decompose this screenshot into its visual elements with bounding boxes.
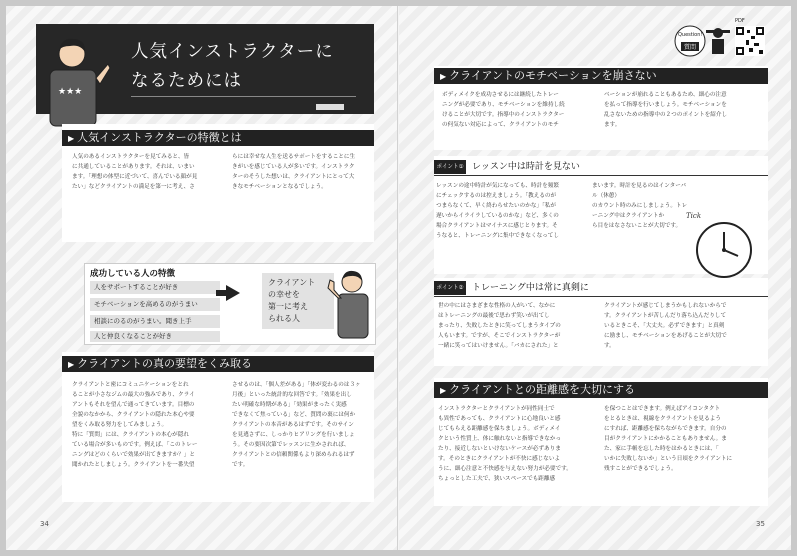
goal-box: クライアント の幸せを 第一に考え られる人 <box>262 273 334 329</box>
section3-col2: ベーションが崩れることもあるため、細心の注意 を払って指導を行いましょう。モチベーションを 乱さないための指導中の２つのポイントを紹介し ます。 <box>604 92 728 128</box>
section3-col1: ボディメイクを成功させるには継続したトレー ニングが必要であり、モチベーションを維持し続 けることが大切です。指導中のインストラクター の何気ない対応によって、クライアントのモチ <box>442 92 565 128</box>
section4-col2: を保つことはできます。例えばアイコンタクト をとるときは、視線をクライアントを見るよう にすれば、距離感を保ちながらできます。自分の 目がクライアントにかかることもありません。ま た、家に手帳を忘した時をはかるときには、「 いかに失敗しないか」という日頃をクライアントに 残すことができるでしょう。 <box>604 406 733 472</box>
triangle-icon: ▶ <box>68 360 75 369</box>
magazine-spread <box>6 6 791 550</box>
svg-text:★★★: ★★★ <box>58 87 83 97</box>
page-title-line2: なるためには <box>131 71 242 91</box>
qr-code-graphic <box>735 26 765 56</box>
point1-col1: レッスンの途中時計が気になっても、時計を頻繁 にチェックするのは控えましょう。「教えるのが つまらなくて、早く終わらせたいのかな」「私が 遅いからイライラしているのかな」など、多くの 場合クライアントはマイナスに感じとります。そ うなると、トレーニングに集中できなくなってし <box>436 183 560 239</box>
point1-rule <box>434 175 768 176</box>
point2-col2: クライアントが感じてしまうかもしれないからで す。クライアントが苦しんだり落ち込んだりして いるときこそ、「大丈夫。必ずできます」と真剣 に励まし、モチベーションをあげることが大切で す。 <box>604 303 727 349</box>
section1-col1: 人気のあるインストラクターを見てみると、皆 に共通していることがあります。それは、いまい ます。「理想の体型に近づいて、喜んでいる顔が見 たい」などクライアントの満足を第一に考え、さ <box>72 154 198 190</box>
question-logo <box>674 24 734 58</box>
page-title <box>131 38 334 96</box>
point1-title: レッスン中は時計を見ない <box>472 162 580 172</box>
point2-badge: ポイント② <box>434 281 466 295</box>
section2-heading: ▶ クライアントの真の要望をくみ取る <box>62 356 374 372</box>
triangle-icon: ▶ <box>440 386 447 395</box>
section1-col2: らには幸せな人生を送るサポートをすることに生 きがいを感じている人が多いです。インストラク ターのそうした想いは、クライアントにとって大 きなモチベーションとなるでしょう。 <box>232 154 356 190</box>
features-title: 成功している人の特徴 <box>90 269 176 279</box>
right-arrow-stem <box>216 290 226 296</box>
section2-col2: させるのは、「個人差がある」「体が変わるのは３ヶ 月後」といった統計的な回答です。「効果を出し たい明確な時期がある」「効果がまったく実感 できなくて焦っている」など、質問の裏には何か クライアントの本音があるはずです。そのサイン を見逃さずに、しっかりヒアリングを行いましょ う。その要因次第でレッスンに生かされれば、 クライアントとの信頼関係もより深められるはず です。 <box>232 382 361 468</box>
clock-icon <box>694 220 754 280</box>
page-number-left: 34 <box>40 520 49 528</box>
point2-title: トレーニング中は常に真剣に <box>472 283 589 293</box>
feature-item: 人と仲良くなることが好き <box>90 331 220 342</box>
chalk-eraser <box>316 104 344 110</box>
logo-text: Question! <box>678 32 703 38</box>
page-title-line1: 人気インストラクターに <box>131 42 334 62</box>
section1-heading: ▶ 人気インストラクターの特徴とは <box>62 130 374 146</box>
section3-heading: ▶ クライアントのモチベーションを崩さない <box>434 68 768 84</box>
chalk-line <box>131 96 356 97</box>
instructor-illustration <box>42 34 112 134</box>
point2-col1: 世の中にはさまざまな性格の人がいて、なかに はトレーニングの最後で思わず笑いが出てし まったり、失敗したときに笑ってしまうタイプの 人もいます。ですが、そこでインストラクターが 一緒に笑ってはいけません。「バカにされた」と <box>438 303 561 349</box>
section4-col1: インストラクターとクライアントが同性同士で も異性であっても、クライアントに心地良いと感 じてもらえる距離感を保ちましょう。ボディメイ クという性質上、体に触れないと指導できなかっ たり、接近しないといけないケースが必ずありま す。そのときにクライアントが不快に感じないよ うに、細心注意と不快感を与えない努力が必要です。 ちょっとした工夫で、狭いスペースでも距離感 <box>438 406 572 482</box>
section4-heading: ▶ クライアントとの距離感を大切にする <box>434 382 768 398</box>
logo-word: 質問 <box>684 44 697 51</box>
right-arrow-icon <box>226 285 240 301</box>
point1-col2: まいます。時計を見るのはインターバル（休憩） のカウント時のみにしましょう。トレーニング中はクライアントか ら目をはなさないことが大切です。 <box>592 183 688 229</box>
feature-item: モチベーションを高めるのがうまい <box>90 298 220 311</box>
section2-col1: クライアントと密にコミュニケーションをとれ ることが小さなジムの最大の強みであり、クライ アントもそれを望んで通ってきています。目標の 全貌のなかから、クライアントの隠れた本心や要 望をくみ取る努力をしてみましょう。 特に「質問」には、クライアントの本心が隠れ ている場合が多いものです。例えば、「このトレー ニングはどのくらいで効果が出てきますか？」と 聞かれたとしましょう。クライアントを一番失望 <box>72 382 198 468</box>
feature-item: 人をサポートすることが好き <box>90 281 220 294</box>
flexing-instructor-illustration <box>326 268 372 340</box>
triangle-icon: ▶ <box>440 72 447 81</box>
qr-code <box>735 18 765 56</box>
triangle-icon: ▶ <box>68 134 75 143</box>
feature-item: 相談にのるのがうまい。聞き上手 <box>90 315 220 328</box>
qr-label: PDF <box>735 18 745 24</box>
page-number-right: 35 <box>756 520 765 528</box>
point1-badge: ポイント① <box>434 160 466 174</box>
point2-rule <box>434 296 768 297</box>
left-page <box>6 6 398 550</box>
clock-label-top: Tick <box>686 212 702 220</box>
